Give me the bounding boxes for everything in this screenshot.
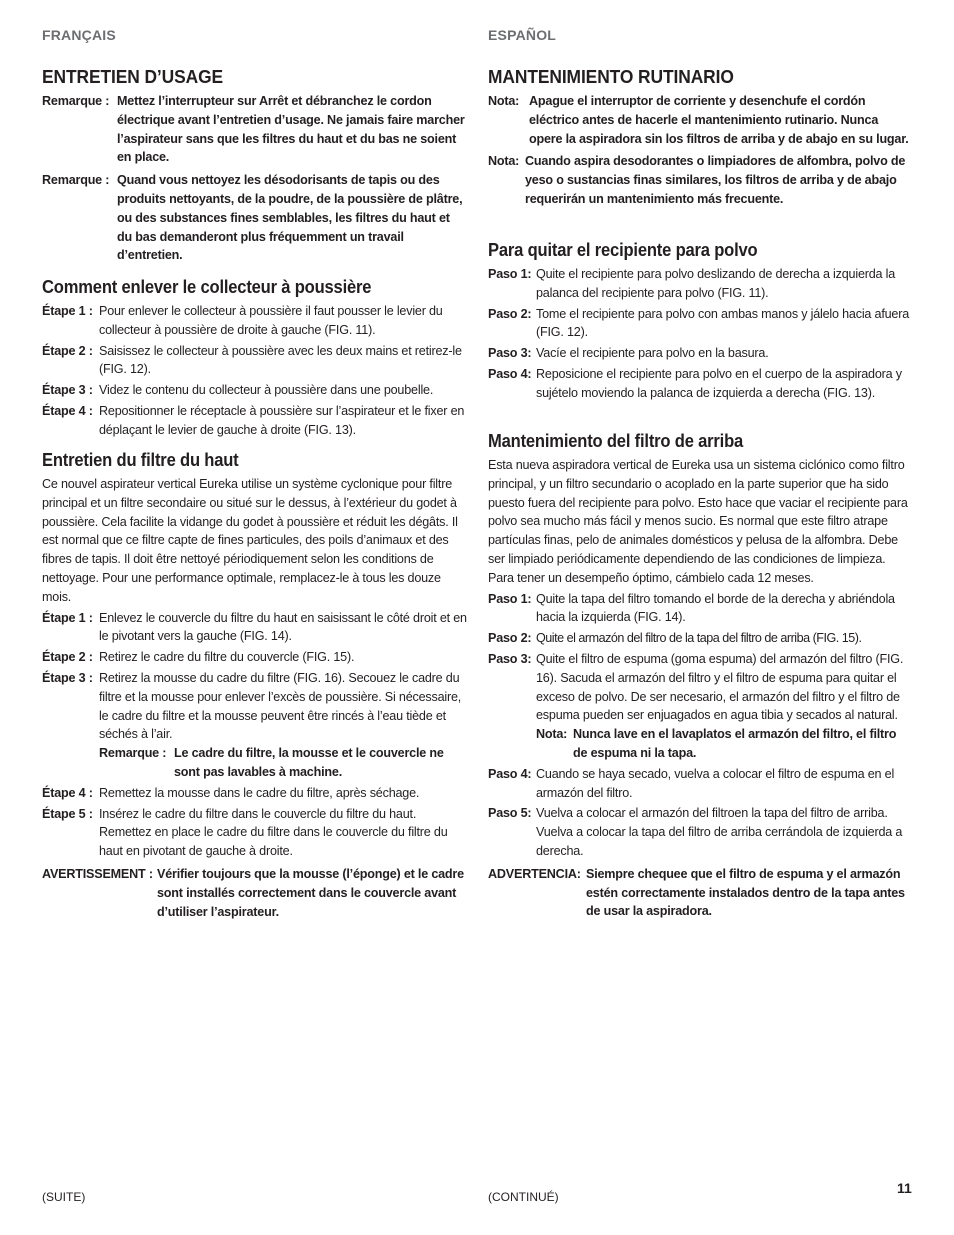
- spanish-dust-step-2: [488, 305, 913, 343]
- step-text: Retirez le cadre du filtre du couvercle (FIG. 15).: [99, 650, 355, 665]
- spanish-warning: [488, 865, 913, 921]
- french-filter-step-2: [42, 648, 467, 667]
- step-text: Repositionner le réceptacle à poussière sur l’aspirateur et le fixer en déplaçant le levier de gauche à droite (FIG. 13).: [99, 403, 465, 437]
- step-label: Étape 1 :: [42, 610, 93, 625]
- step-label: Étape 1 :: [42, 304, 93, 318]
- step-text: [536, 650, 913, 763]
- step-text: Cuando se haya secado, vuelva a colocar el filtro de espuma en el armazón del filtro.: [536, 766, 895, 800]
- spanish-filter-step-3: [488, 650, 913, 763]
- spanish-step-3-note: [536, 725, 913, 763]
- french-dust-step-4: [42, 402, 467, 440]
- spanish-filter-step-5: [488, 804, 913, 860]
- spanish-section-title: MANTENIMIENTO RUTINARIO: [488, 66, 734, 87]
- step-label: Étape 3 :: [42, 670, 93, 685]
- spanish-filter-step-4: [488, 765, 913, 803]
- step-text: Videz le contenu du collecteur à poussière dans une poubelle.: [99, 383, 434, 398]
- french-dust-step-1: [42, 302, 467, 340]
- step-label: Paso 4:: [488, 766, 532, 781]
- warning-text: Siempre chequee que el filtro de espuma y el armazón estén correctamente instalados dentro de la tapa antes de usar la aspiradora.: [586, 866, 905, 919]
- step-label: Paso 4:: [488, 366, 532, 381]
- spanish-filter-intro: Esta nueva aspiradora vertical de Eureka usa un sistema ciclónico como filtro principal, y un filtro secundario o acoplado en la parte superior que ha sido puesto fuera del recipiente para polvo. Esto hace que vaciar el recipiente para polvo sea mucho más fácil y menos sucio. Es normal que este filtro atrape partículas finas, pelo de animales domésticos y pelusa de la alfombra. Debe ser limpiado periódicamente dependiendo de las condiciones de limpieza. Para tener un desempeño óptimo, cámbielo cada 12 meses.: [488, 458, 908, 585]
- spanish-dust-title: Para quitar el recipiente para polvo: [488, 240, 758, 260]
- french-filter-step-4: [42, 784, 467, 803]
- step-label: Étape 5 :: [42, 806, 93, 821]
- spanish-dust-step-1: [488, 265, 913, 303]
- french-filter-title: Entretien du filtre du haut: [42, 450, 239, 470]
- french-filter-section: [42, 450, 467, 921]
- step-text: Saisissez le collecteur à poussière avec les deux mains et retirez-le (FIG. 12).: [99, 343, 462, 377]
- french-filter-step-1: [42, 609, 467, 647]
- note-label: Nota:: [536, 727, 568, 742]
- spanish-note-2-label: Nota:: [488, 154, 520, 169]
- step-text: Vuelva a colocar el armazón del filtroen la tapa del filtro de arriba. Vuelva a colocar la tapa del filtro de arriba cerrándola de izquierda a derecha.: [536, 806, 903, 858]
- french-note-2: [42, 171, 467, 265]
- step-label: Étape 2 :: [42, 343, 93, 358]
- spanish-footer: (CONTINUÉ): [488, 1190, 559, 1204]
- spanish-dust-section: [488, 240, 913, 403]
- step-text: Enlevez le couvercle du filtre du haut en saisissant le côté droit et en le pivotant vers la gauche (FIG. 14).: [99, 610, 467, 644]
- french-step-3-note: [99, 744, 467, 782]
- step-text: Pour enlever le collecteur à poussière il faut pousser le levier du collecteur à poussière de droite à gauche (FIG. 11).: [99, 304, 443, 337]
- french-note-2-label: Remarque :: [42, 173, 110, 188]
- french-filter-step-5: [42, 805, 467, 861]
- french-filter-step-3: [42, 669, 467, 782]
- spanish-note-1-label: Nota:: [488, 94, 520, 108]
- spanish-dust-step-4: [488, 365, 913, 403]
- step-label: Paso 1:: [488, 267, 532, 281]
- page-number: 11: [897, 1180, 912, 1196]
- spanish-note-1: [488, 92, 913, 148]
- step-text: Reposicione el recipiente para polvo en el cuerpo de la aspiradora y sujételo moviendo la palanca de izquierda a derecha (FIG. 13).: [536, 366, 902, 400]
- french-note-2-text: Quand vous nettoyez les désodorisants de tapis ou des produits nettoyants, de la poudre, de la poussière de plâtre, ou des substances fines semblables, les filtres du haut et du bas demanderont plus fréquemment un travail d’entretien.: [117, 173, 463, 263]
- french-dust-step-3: [42, 381, 467, 400]
- french-dust-step-2: [42, 342, 467, 380]
- spanish-maintenance-section: [488, 66, 913, 209]
- spanish-filter-section: [488, 431, 913, 921]
- step-text: Vacíe el recipiente para polvo en la basura.: [536, 346, 769, 361]
- step-label: Étape 4 :: [42, 785, 93, 800]
- step-text: [99, 669, 467, 782]
- spanish-dust-step-3: [488, 344, 913, 363]
- step-text: Tome el recipiente para polvo con ambas manos y jálelo hacia afuera (FIG. 12).: [536, 306, 910, 340]
- warning-label: ADVERTENCIA:: [488, 866, 581, 881]
- step-text: Remettez la mousse dans le cadre du filtre, après séchage.: [99, 785, 420, 800]
- french-dust-title: Comment enlever le collecteur à poussière: [42, 277, 372, 297]
- note-text: Nunca lave en el lavaplatos el armazón del filtro, el filtro de espuma ni la tapa.: [573, 727, 897, 760]
- french-maintenance-section: [42, 66, 467, 265]
- warning-label: AVERTISSEMENT :: [42, 866, 153, 881]
- step-text: Quite el recipiente para polvo deslizando de derecha a izquierda la palanca del recipiente para polvo (FIG. 11).: [536, 267, 896, 300]
- step-label: Étape 4 :: [42, 403, 93, 418]
- french-footer: (SUITE): [42, 1190, 86, 1204]
- step-text: Quite el armazón del filtro de la tapa del filtro de arriba (FIG. 15).: [536, 631, 862, 646]
- warning-text: Vérifier toujours que la mousse (l’éponge) et le cadre sont installés correctement dans le couvercle avant d’utiliser l’aspirateur.: [157, 866, 464, 919]
- step-text: Insérez le cadre du filtre dans le couvercle du filtre du haut. Remettez en place le cadre du filtre dans le couvercle du filtre du haut en pivotant de gauche à droite.: [99, 806, 448, 859]
- step-3-body: Retirez la mousse du cadre du filtre (FIG. 16). Secouez le cadre du filtre et la mousse pour enlever l’excès de poussière. Si nécessaire, le cadre du filtre et la mousse peuvent être rincés à l’eau tiède et séchés à l’air.: [99, 670, 462, 742]
- spanish-note-2: [488, 152, 913, 208]
- spanish-filter-title: Mantenimiento del filtro de arriba: [488, 431, 744, 451]
- spanish-note-2-text: Cuando aspira desodorantes o limpiadores de alfombra, polvo de yeso o sustancias finas similares, los filtros de arriba y de abajo requerirán un mantenimiento más frecuente.: [525, 154, 906, 206]
- step-label: Paso 2:: [488, 306, 532, 321]
- spanish-filter-step-2: [488, 629, 913, 648]
- french-section-title: ENTRETIEN D’USAGE: [42, 66, 224, 87]
- note-label: Remarque :: [99, 746, 167, 761]
- step-label: Paso 2:: [488, 631, 532, 646]
- spanish-filter-step-1: [488, 590, 913, 628]
- step-3-body: Quite el filtro de espuma (goma espuma) del armazón del filtro (FIG. 16). Sacuda el armazón del filtro y el filtro de espuma para quitar el exceso de polvo. De ser necesario, el armazón del filtro y el filtro de espuma pueden ser enjuagados en agua tibia y secados al natural.: [536, 651, 904, 723]
- step-label: Paso 3:: [488, 346, 532, 361]
- french-note-1: [42, 92, 467, 167]
- step-text: Quite la tapa del filtro tomando el borde de la derecha y abriéndola hacia la izquierda (FIG. 14).: [536, 591, 895, 625]
- note-text: Le cadre du filtre, la mousse et le couvercle ne sont pas lavables à machine.: [174, 746, 444, 779]
- french-filter-intro: Ce nouvel aspirateur vertical Eureka utilise un système cyclonique pour filtre principal et un filtre secondaire ou situé sur le dessus, à l’extérieur du godet à poussière. Cela facilite la vidange du godet à poussière et réduit les dégâts. Il est normal que ce filtre capte de fines particules, des poils d’animaux et des fibres de tapis. Il doit être nettoyé périodiquement selon les conditions de nettoyage. Pour une performance optimale, remplacez-le à tous les douze mois.: [42, 477, 458, 604]
- french-note-1-text: Mettez l’interrupteur sur Arrêt et débranchez le cordon électrique avant l’entretien d’usage. Ne jamais faire marcher l’aspirateur sans que les filtres du haut et du bas ne soient en place.: [117, 94, 465, 165]
- step-label: Paso 5:: [488, 806, 532, 821]
- step-label: Paso 1:: [488, 591, 532, 606]
- french-dust-section: [42, 277, 467, 440]
- step-label: Étape 2 :: [42, 650, 93, 665]
- language-label-spanish: ESPAÑOL: [488, 27, 557, 43]
- step-label: Paso 3:: [488, 651, 532, 666]
- language-label-french: FRANÇAIS: [42, 27, 116, 43]
- spanish-note-1-text: Apague el interruptor de corriente y desenchufe el cordón eléctrico antes de hacerle el mantenimiento rutinario. Nunca opere la aspiradora sin los filtros de arriba y de abajo en su lugar.: [529, 94, 909, 146]
- french-warning: [42, 865, 467, 921]
- step-label: Étape 3 :: [42, 383, 93, 398]
- french-note-1-label: Remarque :: [42, 94, 110, 108]
